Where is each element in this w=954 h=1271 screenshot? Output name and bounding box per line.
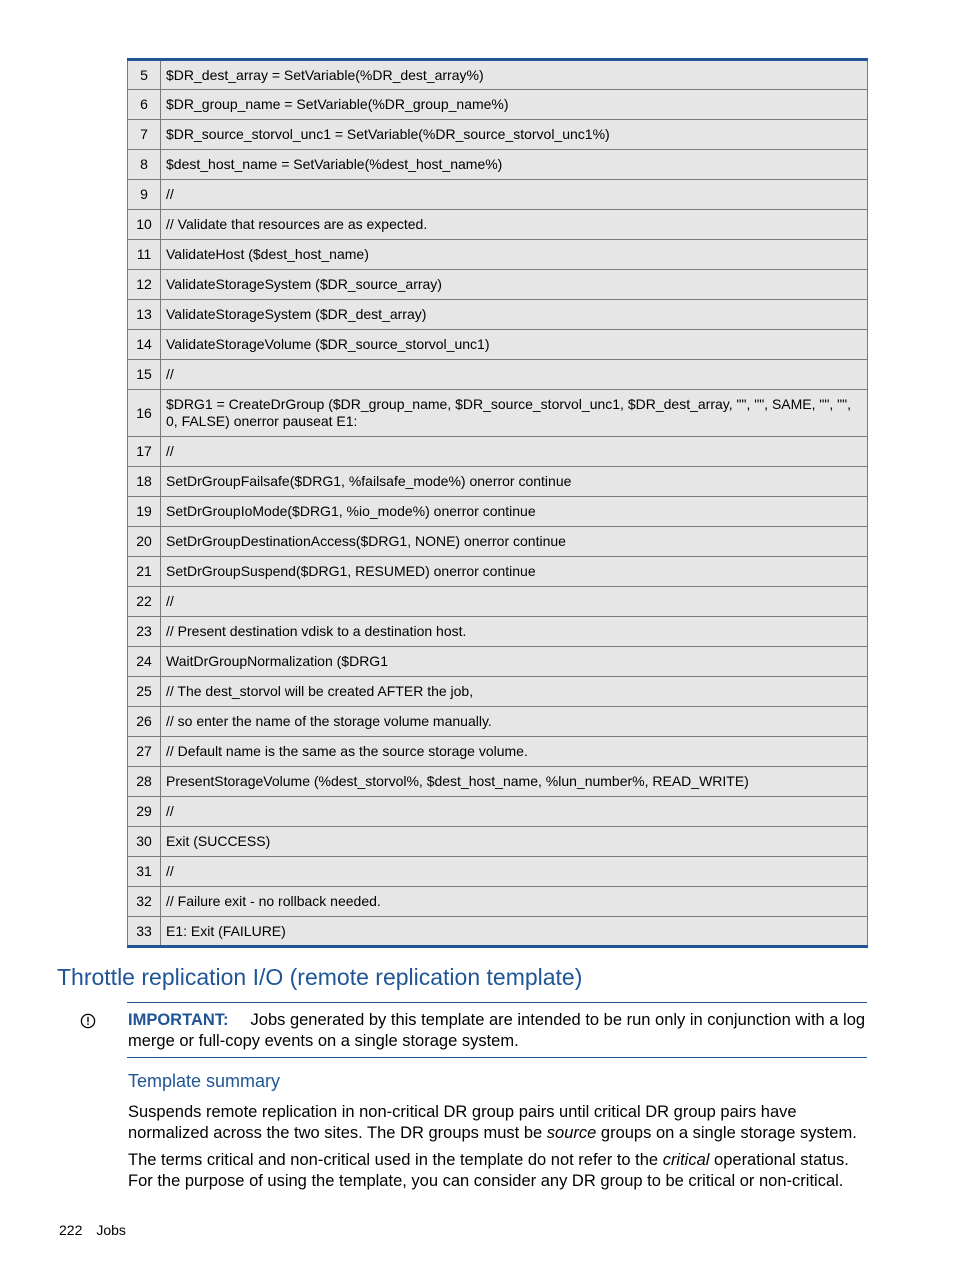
para1-text-a: Suspends remote replication in non-critical DR group pairs until critical DR group pairs have normalized across the two sites. The DR groups must be [128,1103,797,1142]
important-text: Jobs generated by this template are intended to be run only in conjunction with a log merge or full-copy events on a single storage system. [128,1011,866,1050]
code-row [128,120,868,150]
code-row [128,917,868,947]
line-number: 25 [128,677,161,707]
code-row [128,150,868,180]
para1-text-b: groups on a single storage system. [596,1124,857,1142]
code-line: $dest_host_name = SetVariable(%dest_host_name%) [161,150,868,180]
code-row [128,90,868,120]
code-row [128,827,868,857]
page-footer [59,1222,126,1238]
code-line: // Failure exit - no rollback needed. [161,887,868,917]
code-row [128,647,868,677]
code-row [128,240,868,270]
line-number: 8 [128,150,161,180]
line-number: 17 [128,437,161,467]
summary-paragraph-2 [128,1150,873,1192]
code-line: ValidateHost ($dest_host_name) [161,240,868,270]
code-line: SetDrGroupSuspend($DRG1, RESUMED) onerror continue [161,557,868,587]
code-line: $DR_dest_array = SetVariable(%DR_dest_array%) [161,60,868,90]
important-top-rule [127,1002,867,1003]
code-line: $DR_source_storvol_unc1 = SetVariable(%DR_source_storvol_unc1%) [161,120,868,150]
line-number: 15 [128,360,161,390]
code-row [128,300,868,330]
code-row [128,60,868,90]
code-listing-table [127,58,868,948]
line-number: 23 [128,617,161,647]
line-number: 18 [128,467,161,497]
code-line: // Present destination vdisk to a destination host. [161,617,868,647]
code-line: // [161,857,868,887]
code-line: ValidateStorageSystem ($DR_source_array) [161,270,868,300]
code-row [128,677,868,707]
important-note [128,1010,868,1052]
code-row [128,797,868,827]
para2-text-b: operational status. For the purpose of using the template, you can consider any DR group to be critical or non-critical. [128,1151,849,1190]
code-row [128,857,868,887]
code-line: ValidateStorageVolume ($DR_source_storvol_unc1) [161,330,868,360]
code-line: // [161,180,868,210]
line-number: 5 [128,60,161,90]
code-row [128,390,868,437]
important-bottom-rule [127,1057,867,1058]
code-row [128,617,868,647]
line-number: 9 [128,180,161,210]
code-line: // Validate that resources are as expected. [161,210,868,240]
line-number: 7 [128,120,161,150]
line-number: 26 [128,707,161,737]
line-number: 6 [128,90,161,120]
line-number: 19 [128,497,161,527]
line-number: 28 [128,767,161,797]
para2-emphasis: critical [662,1151,710,1169]
code-row [128,210,868,240]
code-line: SetDrGroupFailsafe($DRG1, %failsafe_mode%) onerror continue [161,467,868,497]
section-title: Throttle replication I/O (remote replication template) [57,964,583,990]
code-line: // Default name is the same as the source storage volume. [161,737,868,767]
code-line: SetDrGroupIoMode($DRG1, %io_mode%) onerror continue [161,497,868,527]
line-number: 16 [128,390,161,437]
code-line: // [161,437,868,467]
line-number: 29 [128,797,161,827]
code-row [128,767,868,797]
code-line: ValidateStorageSystem ($DR_dest_array) [161,300,868,330]
line-number: 10 [128,210,161,240]
template-summary-heading: Template summary [128,1071,281,1091]
code-row [128,330,868,360]
code-row [128,437,868,467]
line-number: 24 [128,647,161,677]
line-number: 31 [128,857,161,887]
code-line: WaitDrGroupNormalization ($DRG1 [161,647,868,677]
code-listing-body [128,60,868,947]
line-number: 20 [128,527,161,557]
code-row [128,557,868,587]
line-number: 12 [128,270,161,300]
important-label: IMPORTANT: [128,1011,229,1029]
code-line: PresentStorageVolume (%dest_storvol%, $dest_host_name, %lun_number%, READ_WRITE) [161,767,868,797]
line-number: 22 [128,587,161,617]
page-number: 222 [59,1222,83,1238]
code-line: E1: Exit (FAILURE) [161,917,868,947]
code-line: // The dest_storvol will be created AFTER the job, [161,677,868,707]
code-row [128,467,868,497]
code-row [128,270,868,300]
line-number: 27 [128,737,161,767]
code-row [128,180,868,210]
exclamation-circle-icon [80,1013,96,1029]
line-number: 11 [128,240,161,270]
line-number: 14 [128,330,161,360]
code-line: Exit (SUCCESS) [161,827,868,857]
code-row [128,587,868,617]
code-line: SetDrGroupDestinationAccess($DRG1, NONE) onerror continue [161,527,868,557]
line-number: 33 [128,917,161,947]
code-line: $DRG1 = CreateDrGroup ($DR_group_name, $DR_source_storvol_unc1, $DR_dest_array, "", "", SAME, "", "", 0, FALSE) onerror pauseat E1: [161,390,868,437]
code-row [128,497,868,527]
line-number: 21 [128,557,161,587]
para1-emphasis: source [546,1124,597,1142]
code-row [128,360,868,390]
code-row [128,707,868,737]
line-number: 32 [128,887,161,917]
code-row [128,527,868,557]
code-line: // [161,587,868,617]
footer-section: Jobs [96,1222,126,1238]
code-row [128,737,868,767]
summary-paragraph-1 [128,1102,873,1144]
line-number: 13 [128,300,161,330]
line-number: 30 [128,827,161,857]
code-line: // [161,360,868,390]
para2-text-a: The terms critical and non-critical used in the template do not refer to the [128,1151,663,1169]
code-line: $DR_group_name = SetVariable(%DR_group_name%) [161,90,868,120]
code-line: // [161,797,868,827]
code-line: // so enter the name of the storage volume manually. [161,707,868,737]
code-row [128,887,868,917]
